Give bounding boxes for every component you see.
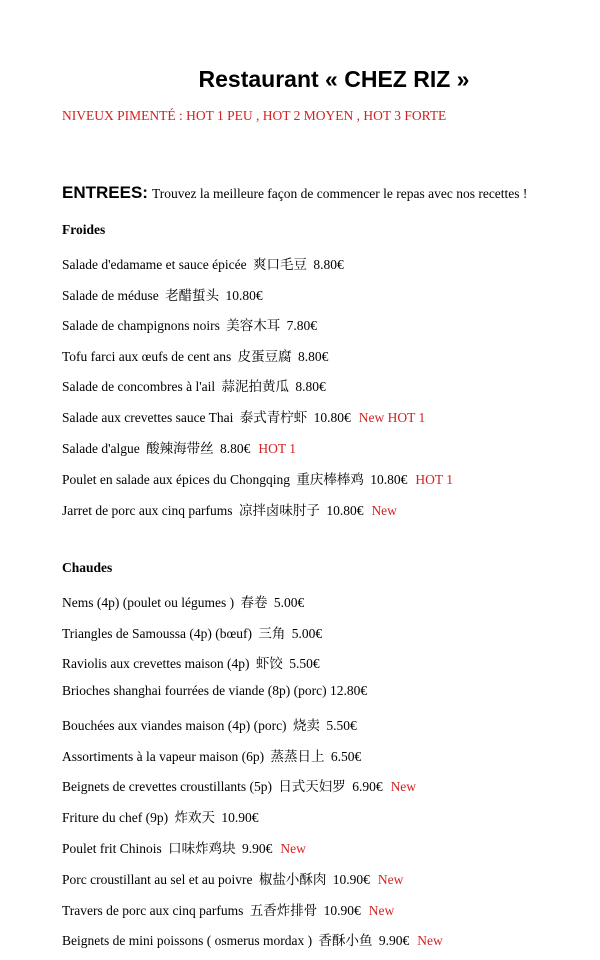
menu-item: [62, 652, 328, 672]
dish-price: 8.80€: [220, 441, 251, 456]
dish-name: Salade de concombres à l'ail: [62, 379, 216, 394]
hot-section-heading: Chaudes: [62, 560, 113, 575]
dish-chinese-name: 五香炸排骨: [249, 903, 318, 918]
dish-tags: New: [390, 779, 417, 794]
dish-chinese-name: 虾饺: [255, 656, 283, 671]
dish-name: Salade d'edamame et sauce épicée: [62, 257, 247, 272]
dish-price: 10.80€: [326, 503, 364, 518]
dish-price: 9.90€: [242, 841, 273, 856]
dish-price: 9.90€: [378, 933, 410, 948]
dish-price: 10.90€: [221, 810, 259, 825]
dish-chinese-name: 椒盐小酥肉: [258, 872, 327, 887]
menu-item: [62, 929, 443, 949]
dish-chinese-name: 日式天妇罗: [278, 779, 346, 794]
dish-chinese-name: 春卷: [240, 595, 268, 610]
dish-price: 5.00€: [273, 595, 305, 610]
dish-chinese-name: 老醋蜇头: [165, 288, 220, 303]
dish-price: 10.90€: [323, 903, 361, 918]
entrees-heading: ENTREES:: [62, 183, 148, 202]
dish-tags: HOT 1: [258, 441, 297, 456]
dish-chinese-name: 酸辣海带丝: [146, 441, 214, 456]
dish-name: Raviolis aux crevettes maison (4p): [62, 656, 250, 671]
dish-chinese-name: 重庆棒棒鸡: [296, 472, 364, 487]
dish-name: Salade de méduse: [62, 288, 159, 303]
menu-item: [62, 591, 312, 611]
dish-tags: New: [280, 841, 306, 856]
dish-name: Triangles de Samoussa (4p) (bœuf): [62, 626, 252, 641]
dish-name: Travers de porc aux cinq parfums: [62, 903, 244, 918]
dish-chinese-name: 香酥小鱼: [318, 933, 373, 948]
dish-chinese-name: 口味炸鸡块: [168, 841, 236, 856]
dish-price: 5.50€: [289, 656, 320, 671]
menu-item: [62, 253, 352, 273]
dish-name: Salade aux crevettes sauce Thai: [62, 410, 234, 425]
dish-price: 6.50€: [330, 749, 362, 764]
entrees-header: [62, 183, 527, 203]
dish-price: 8.80€: [313, 257, 344, 272]
dish-price: 5.00€: [291, 626, 323, 641]
dish-price: 5.50€: [326, 718, 357, 733]
menu-item: [62, 499, 397, 519]
dish-chinese-name: 凉拌卤味肘子: [238, 503, 320, 518]
menu-item: [62, 683, 375, 699]
dish-chinese-name: 美容木耳: [226, 318, 281, 333]
dish-chinese-name: 皮蛋豆腐: [237, 349, 292, 364]
spice-levels-legend: NIVEUX PIMENTÉ : HOT 1 PEU , HOT 2 MOYEN , HOT 3 FORTE: [62, 108, 447, 123]
cold-section-heading: Froides: [62, 222, 106, 237]
menu-item: [62, 284, 271, 304]
dish-name: Poulet frit Chinois: [62, 841, 162, 856]
dish-name: Beignets de mini poissons ( osmerus mordax ): [62, 933, 313, 948]
dish-name: Salade de champignons noirs: [62, 318, 220, 333]
dish-tags: New HOT 1: [358, 410, 426, 425]
dish-price: 6.90€: [352, 779, 383, 794]
dish-tags: New: [368, 903, 395, 918]
menu-item: [62, 437, 296, 457]
menu-item: [62, 314, 325, 334]
dish-name: Salade d'algue: [62, 441, 140, 456]
menu-item: [62, 806, 266, 826]
menu-item: [62, 345, 336, 365]
dish-price: 8.80€: [295, 379, 326, 394]
dish-price: 10.80€: [225, 288, 263, 303]
menu-item: [62, 468, 453, 488]
dish-price: 10.80€: [370, 472, 408, 487]
dish-name: Bouchées aux viandes maison (4p) (porc): [62, 718, 287, 733]
dish-tags: New: [377, 872, 404, 887]
dish-name: Poulet en salade aux épices du Chongqing: [62, 472, 290, 487]
menu-item: [62, 837, 306, 857]
dish-price: 7.80€: [286, 318, 317, 333]
dish-chinese-name: 三角: [258, 626, 286, 641]
dish-chinese-name: 爽口毛豆: [252, 257, 307, 272]
dish-name: Porc croustillant au sel et au poivre: [62, 872, 253, 887]
menu-item: [62, 375, 334, 395]
dish-price: 12.80€: [330, 683, 368, 698]
dish-chinese-name: 蒜泥拍黄瓜: [221, 379, 289, 394]
menu-item: [62, 868, 403, 888]
dish-name: Beignets de crevettes croustillants (5p): [62, 779, 272, 794]
dish-name: Nems (4p) (poulet ou légumes ): [62, 595, 235, 610]
entrees-description: Trouvez la meilleure façon de commencer le repas avec nos recettes !: [151, 186, 528, 201]
dish-name: Tofu farci aux œufs de cent ans: [62, 349, 232, 364]
dish-chinese-name: 泰式青柠虾: [239, 410, 308, 425]
menu-item: [62, 745, 369, 765]
menu-item: [62, 622, 330, 642]
dish-name: Jarret de porc aux cinq parfums: [62, 503, 233, 518]
dish-name: Assortiments à la vapeur maison (6p): [62, 749, 265, 764]
dish-tags: New: [371, 503, 397, 518]
dish-name: Brioches shanghai fourrées de viande (8p) (porc): [62, 683, 327, 698]
dish-chinese-name: 蒸蒸日上: [270, 749, 325, 764]
menu-item: [62, 775, 416, 795]
dish-name: Friture du chef (9p): [62, 810, 169, 825]
menu-item: [62, 899, 394, 919]
dish-chinese-name: 烧卖: [292, 718, 320, 733]
dish-tags: HOT 1: [415, 472, 453, 487]
dish-chinese-name: 炸欢天: [174, 810, 215, 825]
menu-item: [62, 714, 365, 734]
menu-item: [62, 406, 425, 426]
dish-price: 10.80€: [313, 410, 351, 425]
restaurant-title: Restaurant « CHEZ RIZ »: [198, 66, 470, 92]
dish-price: 10.90€: [332, 872, 370, 887]
dish-price: 8.80€: [298, 349, 329, 364]
dish-tags: New: [417, 933, 443, 948]
